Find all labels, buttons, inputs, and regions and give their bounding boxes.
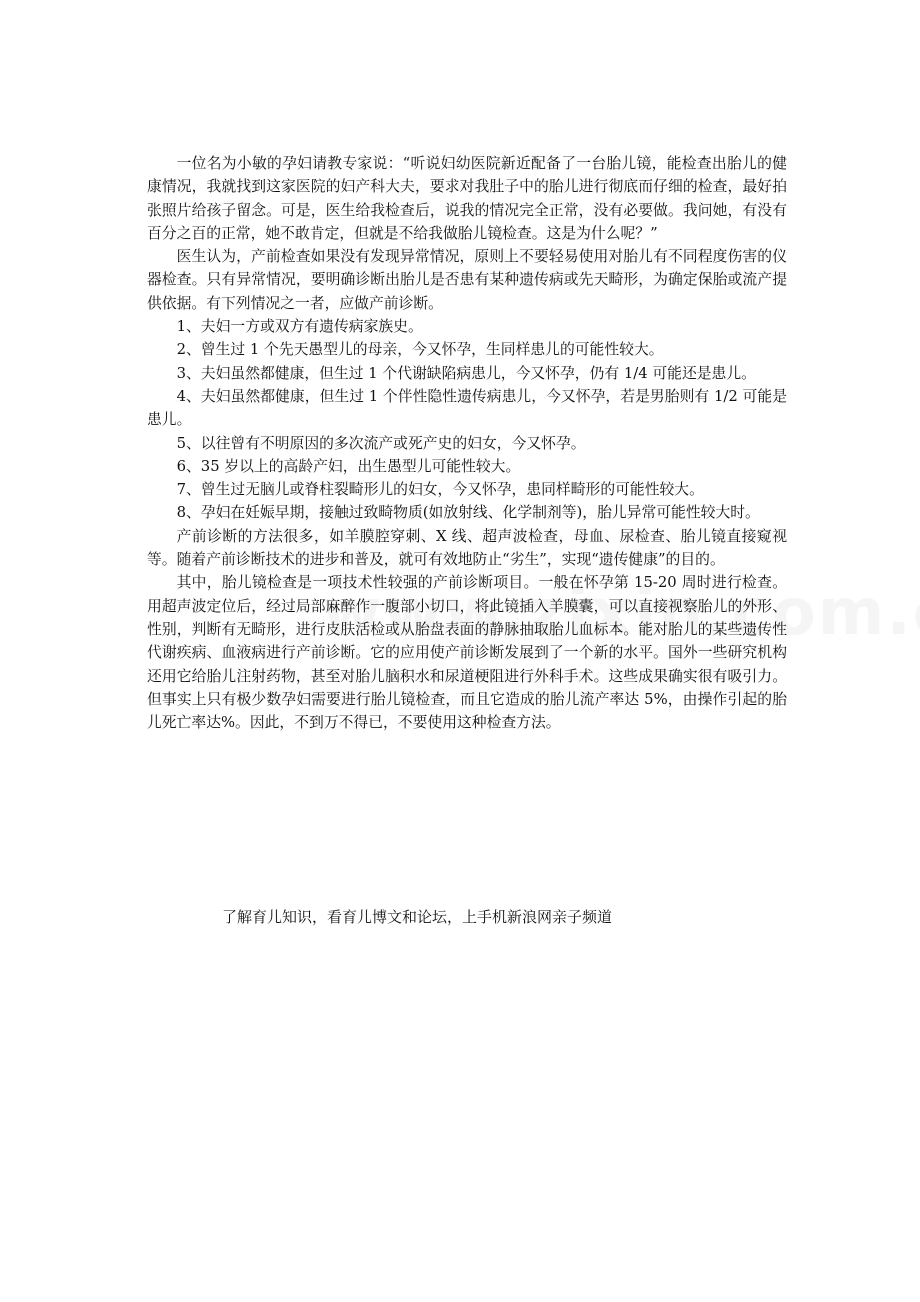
article-body (147, 152, 787, 734)
paragraph-intro-question: 一位名为小敏的孕妇请教专家说：“听说妇幼医院新近配备了一台胎儿镜，能检查出胎儿的健康情况，我就找到这家医院的妇产科大夫，要求对我肚子中的胎儿进行彻底而仔细的检查，最好拍张照片给孩子留念。可是，医生给我检查后，说我的情况完全正常，没有必要做。我问她，有没有百分之百的正常，她不敢肯定，但就是不给我做胎儿镜检查。这是为什么呢？” (147, 155, 787, 242)
footer-note: 了解育儿知识，看育儿博文和论坛，上手机新浪网亲子频道 (222, 908, 613, 926)
list-item-5: 5、以往曾有不明原因的多次流产或死产史的妇女，今又怀孕。 (176, 434, 586, 452)
list-item-7: 7、曾生过无脑儿或脊柱裂畸形儿的妇女，今又怀孕，患同样畸形的可能性较大。 (176, 481, 704, 499)
list-item-3: 3、夫妇虽然都健康，但生过 1 个代谢缺陷病患儿，今又怀孕，仍有 1/4 可能还是患儿。 (176, 364, 756, 382)
list-item-1: 1、夫妇一方或双方有遗传病家族史。 (176, 318, 423, 336)
paragraph-doctor-view: 医生认为，产前检查如果没有发现异常情况，原则上不要轻易使用对胎儿有不同程度伤害的仪器检查。只有异常情况，要明确诊断出胎儿是否患有某种遗传病或先天畸形，为确定保胎或流产提供依据。有下列情况之一者，应做产前诊断。 (147, 248, 787, 312)
list-item-2: 2、曾生过 1 个先天愚型儿的母亲，今又怀孕，生同样患儿的可能性较大。 (176, 341, 664, 359)
list-item-6: 6、35 岁以上的高龄产妇，出生愚型儿可能性较大。 (176, 457, 521, 475)
paragraph-diagnosis-methods: 产前诊断的方法很多，如羊膜腔穿刺、X 线、超声波检查，母血、尿检查、胎儿镜直接窥视等。随着产前诊断技术的进步和普及，就可有效地防止“劣生”，实现“遗传健康”的目的。 (147, 527, 787, 569)
list-item-4: 4、夫妇虽然都健康，但生过 1 个伴性隐性遗传病患儿，今又怀孕，若是男胎则有 1/2 可能是患儿。 (147, 387, 787, 429)
list-item-8: 8、孕妇在妊娠早期，接触过致畸物质(如放射线、化学制剂等)，胎儿异常可能性较大时。 (176, 504, 760, 522)
paragraph-fetoscopy: 其中，胎儿镜检查是一项技术性较强的产前诊断项目。一般在怀孕第 15-20 周时进行检查。用超声波定位后，经过局部麻醉作一腹部小切口，将此镜插入羊膜囊，可以直接视察胎儿的外形、性别，判断有无畸形，进行皮肤活检或从胎盘表面的静脉抽取胎儿血标本。能对胎儿的某些遗传性代谢疾病、血液病进行产前诊断。它的应用使产前诊断发展到了一个新的水平。国外一些研究机构还用它给胎儿注射药物，甚至对胎儿脑积水和尿道梗阻进行外科手术。这些成果确实很有吸引力。但事实上只有极少数孕妇需要进行胎儿镜检查，而且它造成的胎儿流产率达 5%，由操作引起的胎儿死亡率达%。因此，不到万不得已，不要使用这种检查方法。 (147, 574, 787, 732)
